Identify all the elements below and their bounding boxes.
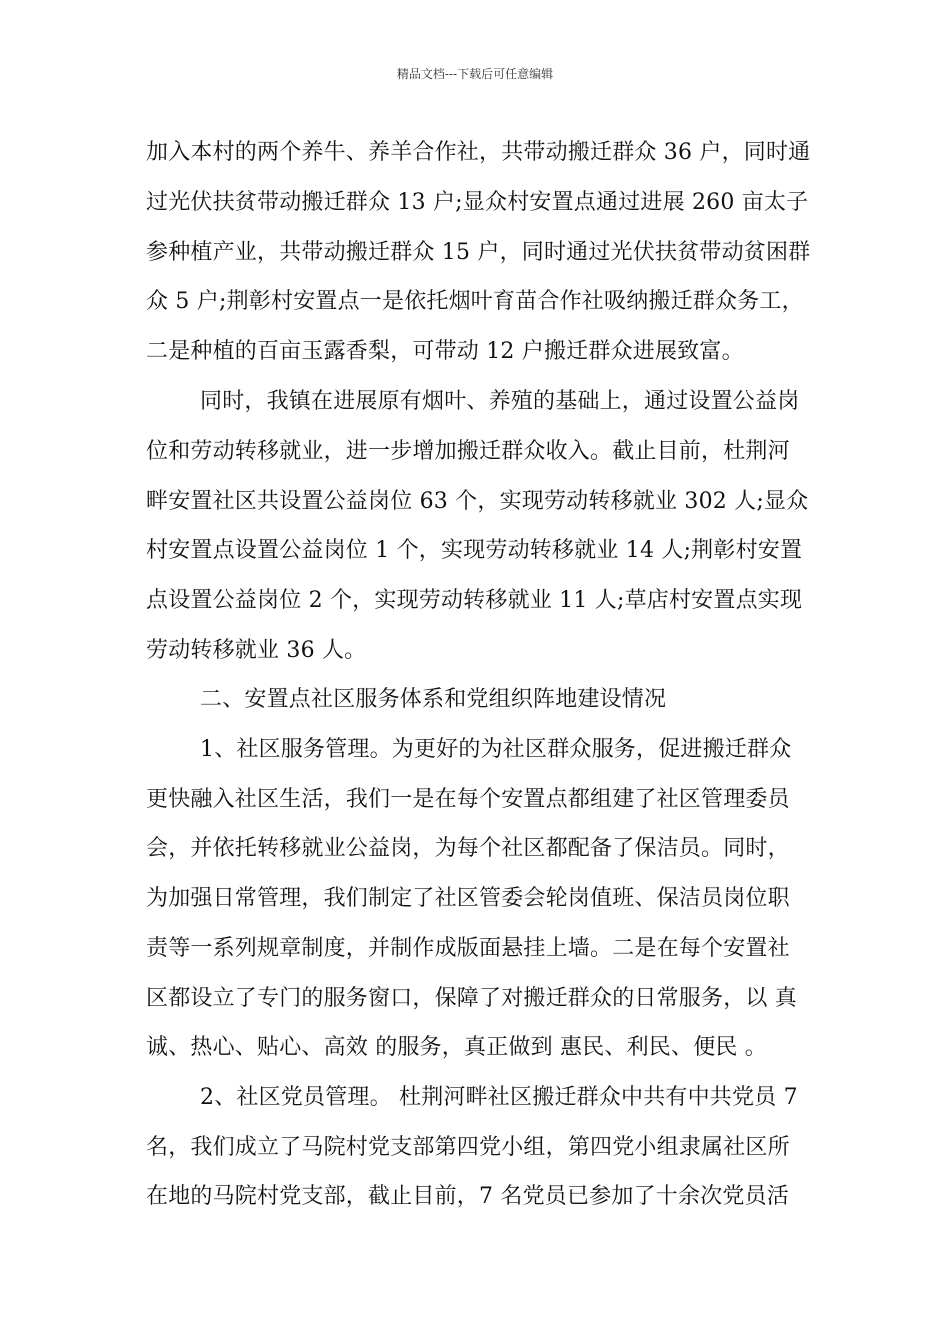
paragraph-line: 2、社区党员管理。 杜荆河畔社区搬迁群众中共有中共党员 7 — [200, 1085, 798, 1110]
paragraph-line: 诚、热心、贴心、高效 的服务，真正做到 惠民、利民、便民 。 — [146, 1035, 767, 1060]
paragraph-line: 名，我们成立了马院村党支部第四党小组，第四党小组隶属社区所 — [146, 1135, 790, 1160]
paragraph-line: 责等一系列规章制度，并制作成版面悬挂上墙。二是在每个安置社 — [146, 936, 790, 961]
paragraph-line: 为加强日常管理，我们制定了社区管委会轮岗值班、保洁员岗位职 — [146, 886, 790, 911]
paragraph-line: 会，并依托转移就业公益岗，为每个社区都配备了保洁员。同时， — [146, 836, 790, 861]
paragraph-line: 参种植产业，共带动搬迁群众 15 户，同时通过光伏扶贫带动贫困群 — [146, 240, 811, 265]
paragraph-line: 区都设立了专门的服务窗口，保障了对搬迁群众的日常服务，以 真 — [146, 986, 797, 1011]
section-heading: 二、安置点社区服务体系和党组织阵地建设情况 — [200, 687, 667, 712]
paragraph-line: 加入本村的两个养牛、养羊合作社，共带动搬迁群众 36 户，同时通 — [146, 140, 811, 165]
paragraph-line: 点设置公益岗位 2 个，实现劳动转移就业 11 人;草店村安置点实现 — [146, 588, 803, 613]
paragraph-line: 1、社区服务管理。为更好的为社区群众服务，促进搬迁群众 — [200, 737, 792, 762]
paragraph-line: 位和劳动转移就业，进一步增加搬迁群众收入。截止目前，杜荆河 — [146, 439, 790, 464]
paragraph-line: 众 5 户;荆彰村安置点一是依托烟叶育苗合作社吸纳搬迁群众务工， — [146, 289, 804, 314]
page-header: 精品文档---下载后可任意编辑 — [396, 67, 554, 81]
paragraph-line: 过光伏扶贫带动搬迁群众 13 户;显众村安置点通过进展 260 亩太子 — [146, 190, 809, 215]
paragraph-line: 在地的马院村党支部，截止目前，7 名党员已参加了十余次党员活 — [146, 1184, 789, 1209]
paragraph-line: 同时，我镇在进展原有烟叶、养殖的基础上，通过设置公益岗 — [200, 389, 800, 414]
paragraph-line: 劳动转移就业 36 人。 — [146, 638, 367, 663]
paragraph-line: 村安置点设置公益岗位 1 个，实现劳动转移就业 14 人;荆彰村安置 — [146, 538, 803, 563]
paragraph-line: 畔安置社区共设置公益岗位 63 个，实现劳动转移就业 302 人;显众 — [146, 489, 809, 514]
paragraph-line: 更快融入社区生活，我们一是在每个安置点都组建了社区管理委员 — [146, 787, 790, 812]
paragraph-line: 二是种植的百亩玉露香梨，可带动 12 户搬迁群众进展致富。 — [146, 339, 744, 364]
